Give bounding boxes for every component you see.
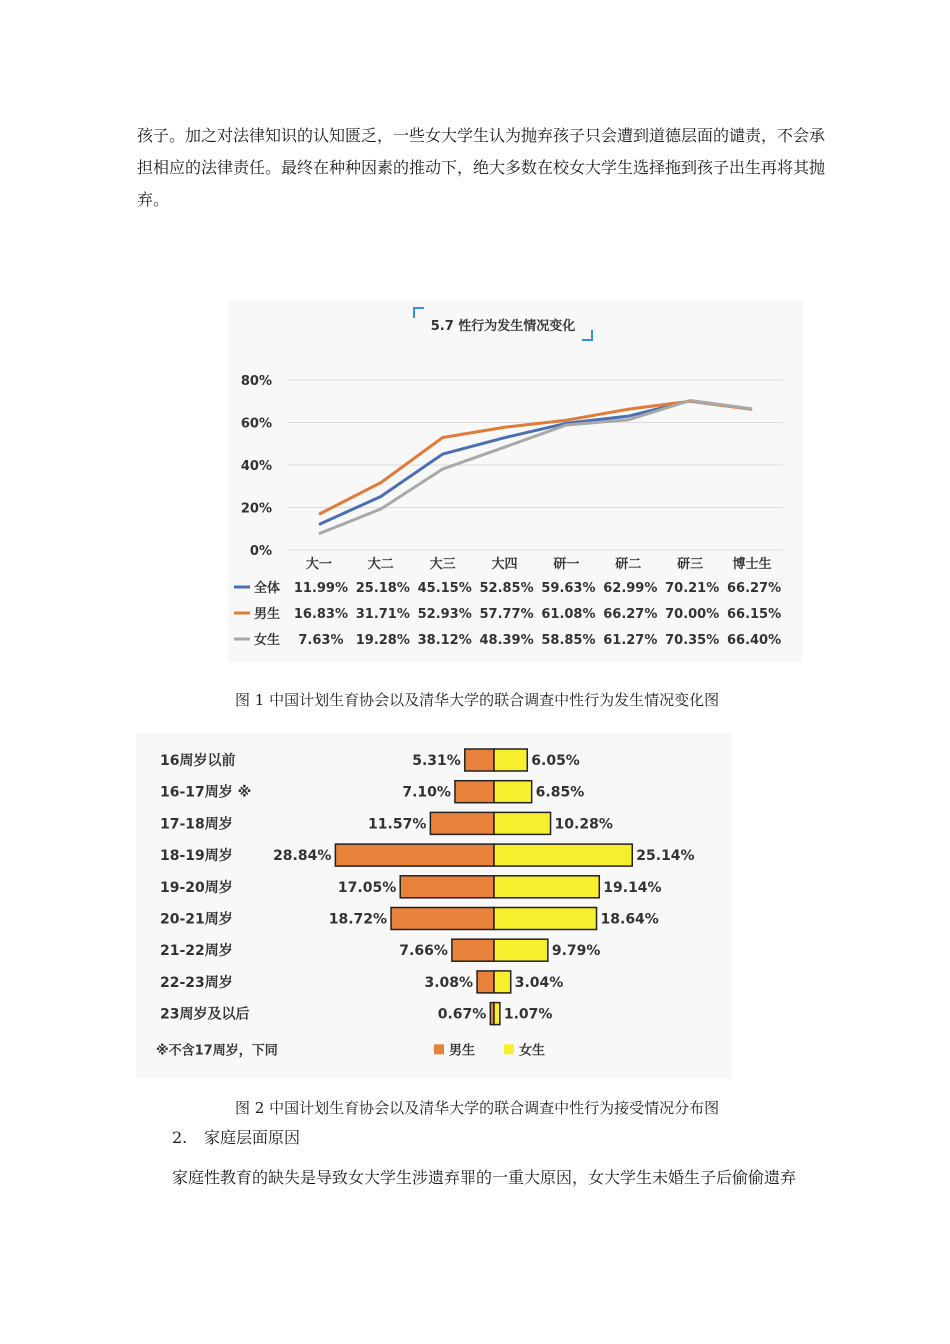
data-label: 52.93% — [417, 607, 472, 622]
category-label: 23周岁及以后 — [160, 1006, 250, 1023]
bar-female — [494, 908, 597, 930]
x-tick-label: 博士生 — [732, 557, 772, 572]
legend-label: 女生 — [254, 633, 281, 648]
data-label: 16.83% — [293, 607, 349, 622]
category-label: 16周岁以前 — [160, 753, 236, 769]
data-label: 70.00% — [665, 607, 720, 622]
data-label: 11.99% — [293, 581, 349, 596]
figure-2-chart — [136, 733, 732, 1079]
title-bracket-right — [582, 330, 592, 340]
bar-male — [400, 876, 494, 898]
category-label: 17-18周岁 — [160, 816, 233, 833]
bar-male — [391, 908, 494, 930]
female-value-label: 25.14% — [636, 848, 695, 865]
data-label: 7.63% — [298, 633, 344, 648]
x-tick-label: 大三 — [429, 557, 456, 572]
male-value-label: 0.67% — [437, 1006, 487, 1023]
data-label: 45.15% — [417, 581, 472, 596]
data-label: 58.85% — [541, 633, 596, 648]
male-value-label: 28.84% — [273, 848, 332, 865]
male-value-label: 7.66% — [399, 943, 448, 960]
x-tick-label: 研一 — [553, 557, 580, 572]
female-value-label: 18.64% — [600, 911, 659, 928]
data-label: 66.15% — [726, 607, 782, 622]
male-value-label: 5.31% — [412, 753, 461, 769]
legend-label: 全体 — [254, 581, 281, 596]
category-label: 22-23周岁 — [160, 974, 233, 991]
bar-female — [494, 971, 511, 993]
bar-male — [465, 749, 494, 771]
data-label: 31.71% — [355, 607, 410, 622]
bar-female — [494, 876, 599, 898]
butterfly-bar-chart — [136, 733, 732, 1079]
data-label: 66.40% — [726, 633, 782, 648]
bar-female — [494, 939, 548, 961]
data-label: 52.85% — [479, 581, 534, 596]
chart-note: ※不含17周岁，下同 — [156, 1043, 278, 1059]
data-label: 62.99% — [603, 581, 658, 596]
female-value-label: 6.85% — [535, 784, 585, 801]
data-label: 66.27% — [726, 581, 782, 596]
data-label: 61.08% — [541, 607, 596, 622]
bar-male — [335, 844, 494, 866]
x-tick-label: 大四 — [491, 557, 518, 572]
section-heading — [172, 1125, 300, 1148]
y-tick-label: 80% — [240, 374, 272, 389]
legend-label-male: 男生 — [449, 1043, 476, 1059]
bar-male — [430, 812, 494, 834]
category-label: 20-21周岁 — [160, 911, 233, 928]
male-value-label: 3.08% — [424, 974, 474, 991]
category-label: 18-19周岁 — [160, 848, 233, 865]
body-paragraph-bottom: 家庭性教育的缺失是导致女大学生涉遗弃罪的一重大原因，女大学生未婚生子后偷偷遗弃 — [172, 1168, 797, 1187]
bar-male — [452, 939, 494, 961]
bar-female — [494, 844, 632, 866]
bar-female — [494, 749, 527, 771]
legend-label: 男生 — [254, 607, 281, 622]
data-label: 66.27% — [603, 607, 658, 622]
y-tick-label: 40% — [240, 459, 272, 474]
y-tick-label: 20% — [240, 501, 272, 517]
male-value-label: 18.72% — [328, 911, 388, 928]
male-value-label: 17.05% — [337, 879, 397, 896]
data-label: 38.12% — [417, 633, 472, 648]
data-label: 70.21% — [665, 581, 720, 596]
data-label: 19.28% — [355, 633, 410, 648]
bar-male — [477, 971, 494, 993]
bar-female — [494, 781, 532, 803]
figure-2-caption: 图 2 中国计划生育协会以及清华大学的联合调查中性行为接受情况分布图 — [235, 1099, 720, 1117]
title-bracket-left — [414, 308, 424, 318]
y-tick-label: 0% — [249, 544, 272, 559]
legend-swatch-female — [504, 1044, 514, 1054]
data-label: 61.27% — [603, 633, 658, 648]
female-value-label: 9.79% — [551, 943, 601, 960]
male-value-label: 7.10% — [402, 784, 451, 801]
legend-label-female: 女生 — [519, 1043, 546, 1059]
line-chart — [228, 300, 803, 662]
chart-title: 5.7 性行为发生情况变化 — [430, 319, 576, 334]
x-tick-label: 大二 — [367, 557, 394, 572]
series-line-男生 — [319, 401, 752, 514]
bar-female — [494, 1003, 500, 1025]
data-label: 57.77% — [479, 607, 534, 622]
bar-male — [455, 781, 494, 803]
male-value-label: 11.57% — [368, 816, 427, 833]
x-tick-label: 研二 — [615, 557, 642, 572]
body-paragraph-top: 孩子。加之对法律知识的认知匮乏，一些女大学生认为抛弃孩子只会遭到道德层面的谴责，不会承担相应的法律责任。最终在种种因素的推动下，绝大多数在校女大学生选择拖到孩子出生再将其抛弃。 — [137, 126, 826, 209]
series-line-女生 — [319, 401, 752, 534]
x-tick-label: 大一 — [305, 557, 332, 572]
female-value-label: 6.05% — [531, 753, 580, 769]
section-number: 2. — [172, 1128, 188, 1147]
figure-1-chart — [228, 300, 803, 662]
figure-1-caption: 图 1 中国计划生育协会以及清华大学的联合调查中性行为发生情况变化图 — [235, 691, 720, 709]
female-value-label: 1.07% — [503, 1006, 553, 1023]
category-label: 19-20周岁 — [160, 879, 233, 896]
legend-swatch-male — [434, 1044, 444, 1054]
section-title: 家庭层面原因 — [204, 1128, 301, 1147]
data-label: 70.35% — [665, 633, 720, 648]
data-label: 48.39% — [479, 633, 534, 648]
bar-female — [494, 812, 551, 834]
female-value-label: 19.14% — [603, 879, 662, 896]
y-tick-label: 60% — [240, 416, 272, 432]
data-label: 25.18% — [355, 581, 410, 596]
data-label: 59.63% — [541, 581, 596, 596]
category-label: 16-17周岁 ※ — [160, 784, 252, 801]
category-label: 21-22周岁 — [160, 943, 233, 960]
x-tick-label: 研三 — [677, 557, 704, 572]
female-value-label: 10.28% — [554, 816, 613, 833]
female-value-label: 3.04% — [514, 974, 564, 991]
